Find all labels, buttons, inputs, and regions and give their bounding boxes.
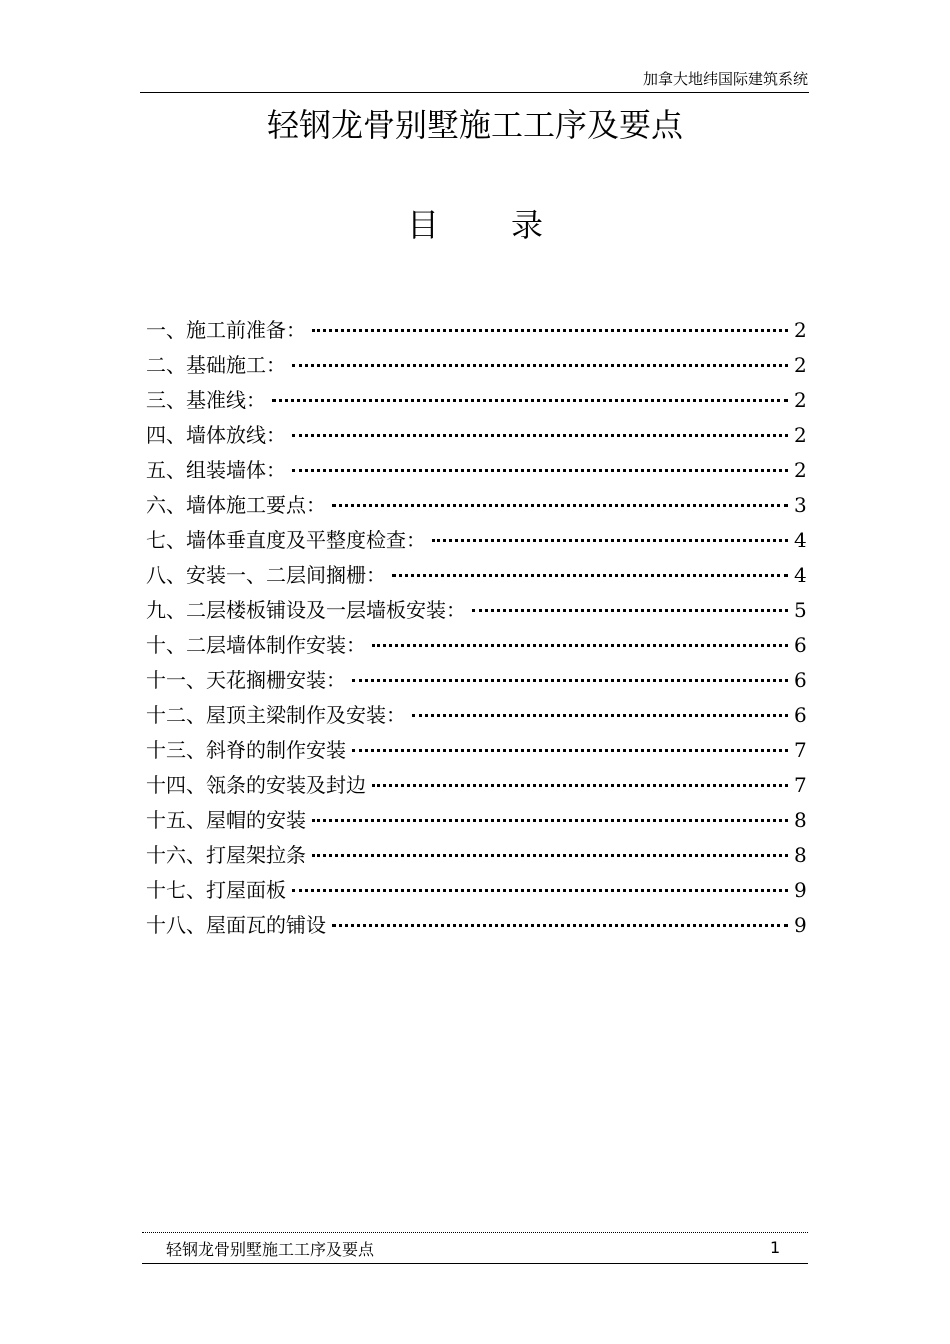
toc-entry-page: 6 (794, 668, 807, 692)
toc-dot-leader (332, 504, 788, 507)
toc-entry-label: 十二、屋顶主梁制作及安装： (146, 703, 406, 727)
toc-entry-page: 7 (794, 738, 807, 762)
toc-entry[interactable] (146, 383, 806, 418)
toc-dot-leader (352, 749, 788, 752)
toc-dot-leader (312, 329, 788, 332)
toc-dot-leader (292, 469, 788, 472)
header-divider (140, 92, 809, 93)
toc-entry[interactable] (146, 873, 806, 908)
toc-dot-leader (292, 364, 788, 367)
toc-entry[interactable] (146, 733, 806, 768)
toc-entry[interactable] (146, 838, 806, 873)
toc-entry-page: 2 (794, 423, 807, 447)
toc-entry[interactable] (146, 523, 806, 558)
toc-entry-page: 4 (794, 563, 807, 587)
toc-entry-page: 6 (794, 703, 807, 727)
toc-dot-leader (272, 399, 788, 402)
toc-dot-leader (352, 679, 788, 682)
toc-entry[interactable] (146, 628, 806, 663)
toc-entry[interactable] (146, 908, 806, 943)
toc-dot-leader (432, 539, 788, 542)
toc-entry-label: 十三、斜脊的制作安装 (146, 738, 346, 762)
toc-entry[interactable] (146, 663, 806, 698)
table-of-contents (146, 313, 806, 943)
toc-entry-label: 五、组装墙体： (146, 458, 286, 482)
toc-entry-page: 9 (794, 913, 807, 937)
toc-entry-label: 八、安装一、二层间搁栅： (146, 563, 386, 587)
toc-dot-leader (292, 434, 788, 437)
toc-entry-label: 四、墙体放线： (146, 423, 286, 447)
toc-entry-label: 三、基准线： (146, 388, 266, 412)
toc-entry-label: 九、二层楼板铺设及一层墙板安装： (146, 598, 466, 622)
toc-entry[interactable] (146, 488, 806, 523)
toc-entry-page: 2 (794, 353, 807, 377)
toc-entry-label: 十五、屋帽的安装 (146, 808, 306, 832)
toc-heading: 目录 (406, 206, 615, 244)
toc-dot-leader (372, 784, 788, 787)
toc-entry[interactable] (146, 418, 806, 453)
toc-dot-leader (472, 609, 788, 612)
toc-entry[interactable] (146, 313, 806, 348)
toc-entry-page: 9 (794, 878, 807, 902)
toc-dot-leader (392, 574, 788, 577)
toc-dot-leader (312, 854, 788, 857)
toc-dot-leader (372, 644, 788, 647)
toc-entry-page: 2 (794, 388, 807, 412)
footer-bottom-divider (142, 1263, 808, 1264)
footer-document-title: 轻钢龙骨别墅施工工序及要点 (166, 1240, 375, 1259)
toc-entry-page: 7 (794, 773, 807, 797)
toc-dot-leader (332, 924, 788, 927)
toc-entry-page: 5 (794, 598, 807, 622)
toc-entry[interactable] (146, 768, 806, 803)
toc-entry-page: 3 (794, 493, 807, 517)
toc-entry-page: 2 (794, 458, 807, 482)
toc-entry-label: 十八、屋面瓦的铺设 (146, 913, 326, 937)
toc-dot-leader (312, 819, 788, 822)
toc-entry-label: 十一、天花搁栅安装： (146, 668, 346, 692)
toc-entry-label: 十六、打屋架拉条 (146, 843, 306, 867)
toc-entry[interactable] (146, 803, 806, 838)
document-title: 轻钢龙骨别墅施工工序及要点 (266, 106, 683, 144)
header-company-name: 加拿大地纬国际建筑系统 (642, 70, 808, 88)
toc-entry[interactable] (146, 558, 806, 593)
toc-entry-label: 十七、打屋面板 (146, 878, 286, 902)
toc-entry-label: 六、墙体施工要点： (146, 493, 326, 517)
toc-entry-label: 十、二层墙体制作安装： (146, 633, 366, 657)
toc-entry[interactable] (146, 453, 806, 488)
toc-entry[interactable] (146, 593, 806, 628)
toc-entry-page: 2 (794, 318, 807, 342)
toc-entry[interactable] (146, 698, 806, 733)
toc-entry-label: 十四、瓴条的安装及封边 (146, 773, 366, 797)
toc-dot-leader (292, 889, 788, 892)
toc-entry-label: 二、基础施工： (146, 353, 286, 377)
toc-entry-page: 6 (794, 633, 807, 657)
toc-entry-label: 一、施工前准备： (146, 318, 306, 342)
footer-divider (142, 1232, 808, 1233)
footer-page-number: 1 (770, 1238, 781, 1257)
toc-entry-page: 8 (794, 843, 807, 867)
toc-entry-page: 4 (794, 528, 807, 552)
toc-dot-leader (412, 714, 788, 717)
toc-entry-page: 8 (794, 808, 807, 832)
toc-entry-label: 七、墙体垂直度及平整度检查： (146, 528, 426, 552)
toc-entry[interactable] (146, 348, 806, 383)
